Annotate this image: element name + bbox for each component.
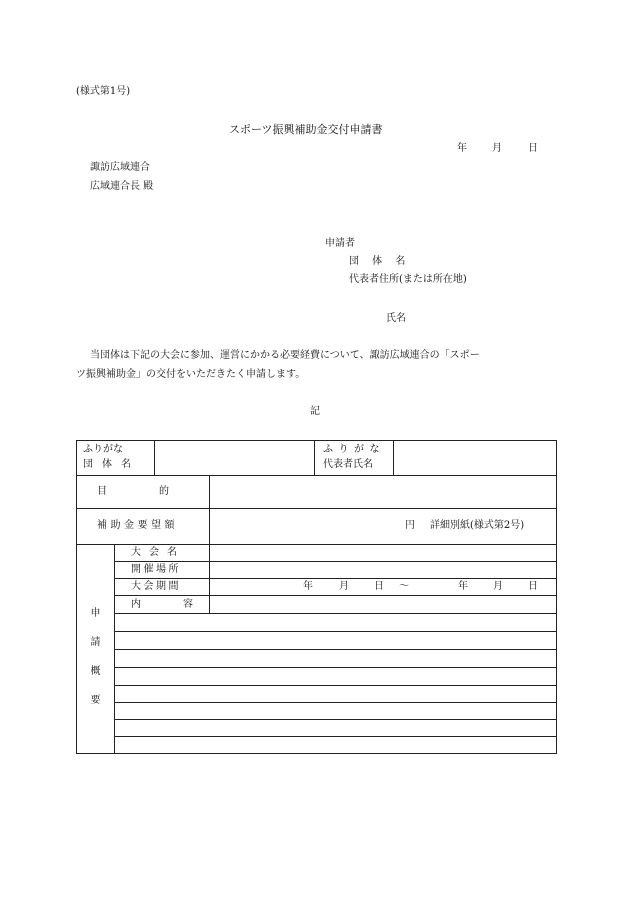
row-divider [77,544,556,545]
application-form-table [76,440,557,754]
period-separator: 〜 [399,581,409,592]
period-end-day: 日 [528,581,538,592]
content-detail-area[interactable] [117,615,553,751]
summary-label-char: 請 [90,637,101,648]
column-divider [154,441,155,475]
summary-vertical-label [77,604,114,706]
row-divider [114,595,556,596]
column-divider [393,441,394,475]
content-field[interactable] [213,598,553,612]
rep-furigana-label: ふりがな [323,444,385,455]
purpose-label: 目的 [97,486,221,497]
form-number: (様式第1号) [76,86,131,97]
amount-unit: 円 [405,520,415,531]
body-text-line2: ツ振興補助金」の交付をいただきたく申請します。 [76,369,306,380]
date-day: 日 [528,143,538,154]
applicant-group-name-label: 団 体 名 [349,256,411,267]
purpose-field[interactable] [213,478,553,506]
rep-name-field[interactable] [397,443,553,473]
row-divider [77,508,556,509]
group-name-field[interactable] [157,443,311,473]
amount-label: 補助金要望額 [97,520,178,531]
venue-label: 開催場所 [131,564,181,575]
summary-label-char: 要 [90,695,101,706]
date-year: 年 [457,143,467,154]
summary-label-char: 概 [90,666,101,677]
rep-name-label: 代表者氏名 [323,459,373,470]
venue-field[interactable] [213,563,553,577]
row-divider [114,613,556,614]
period-start-year: 年 [303,581,313,592]
furigana-label: ふりがな [83,444,123,455]
document-title: スポーツ振興補助金交付申請書 [229,123,383,136]
period-end-month: 月 [493,581,503,592]
period-start-day: 日 [374,581,384,592]
amount-note: 詳細別紙(様式第2号) [430,520,525,531]
content-label: 内容 [131,599,235,610]
ki-heading: 記 [310,406,320,417]
event-name-label: 大会名 [131,547,185,558]
column-divider [114,544,115,753]
period-end-year: 年 [458,581,468,592]
summary-label-char: 申 [90,608,101,619]
amount-field[interactable] [213,511,393,541]
applicant-address-label: 代表者住所(または所在地) [349,274,467,285]
column-divider [314,441,315,475]
applicant-heading: 申請者 [325,238,355,249]
row-divider [114,561,556,562]
addressee-org: 諏訪広域連合 [90,162,150,173]
row-divider [77,475,556,476]
period-label: 大会期間 [131,581,181,592]
addressee-title: 広域連合長 殿 [90,181,154,192]
group-name-label: 団体名 [83,459,140,470]
period-start-month: 月 [339,581,349,592]
date-month: 月 [492,143,502,154]
body-text-line1: 当団体は下記の大会に参加、運営にかかる必要経費について、諏訪広域連合の「スポー [90,350,480,361]
applicant-name-label: 氏名 [386,313,406,324]
event-name-field[interactable] [213,546,553,560]
row-divider [114,578,556,579]
